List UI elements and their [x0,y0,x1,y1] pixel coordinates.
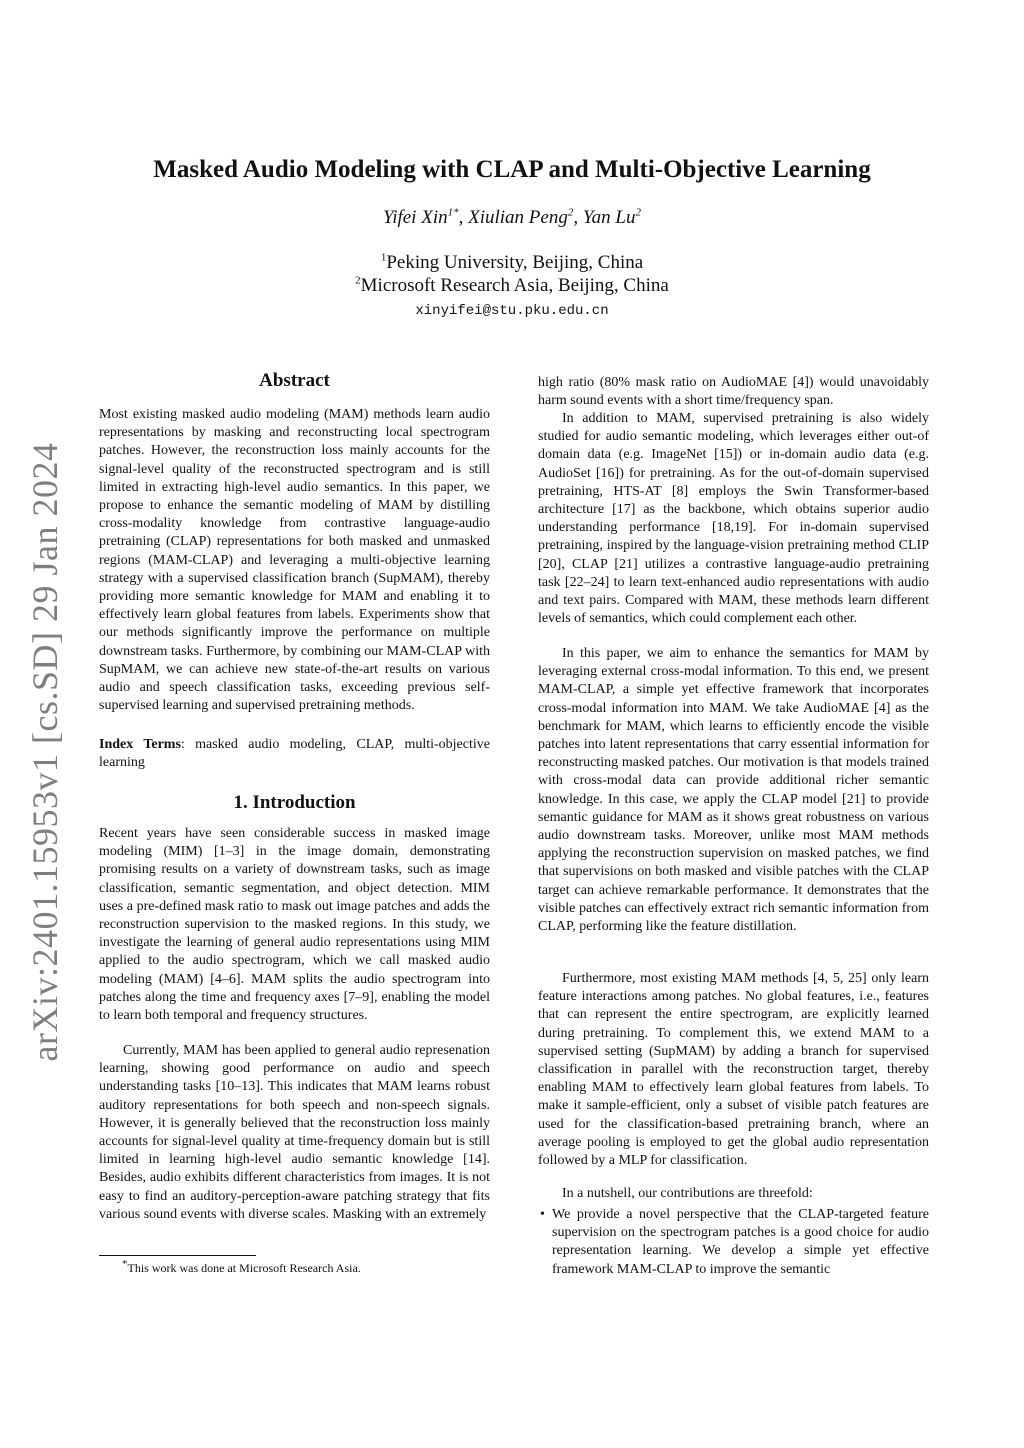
introduction-heading: 1. Introduction [233,792,356,813]
index-terms-text: : masked audio modeling, CLAP, multi-objective learning [99,737,490,771]
abstract-heading: Abstract [259,370,330,391]
affiliation-text: Peking University, Beijing, China [386,252,644,273]
author-affiliation-mark: 1* [447,206,459,219]
intro-paragraph-6: Furthermore, most existing MAM methods [4, 5, 25] only learn feature interactions among patches. No global features, i.e., features that can represent the entire spectrogram, are explicitly learned during pretraining. To complement this, we extend MAM to a supervised setting (SupMAM) by adding a branch for supervised classification in parallel with the reconstruction target, thereby enabling MAM to effectively learn global features from labels. To make it sample-efficient, only a subset of visible patch features are used for the classification-based pretraining branch, where an average pooling is employed to get the global audio representation followed by a MLP for classification. [538,971,929,1169]
bullet-icon: • [540,1207,545,1222]
affiliation-mark: 1 [380,251,387,264]
intro-paragraph-5: In this paper, we aim to enhance the semantics for MAM by leveraging external cross-modal information. To this end, we present MAM-CLAP, a simple yet effective framework that incorporates cross-modal information into MAM. We take AudioMAE [4] as the benchmark for MAM, which learns to efficiently encode the visible patches into latent representations that carry essential information for reconstructing masked patches. Our motivation is that models trained with cross-modal data can provide additional richer semantic knowledge. In this case, we apply the CLAP model [21] to provide semantic guidance for MAM as it shows great robustness on various audio downstream tasks. Moreover, unlike most MAM methods applying the reconstruction supervision on masked patches, we find that supervisions on both masked and visible patches with the CLAP target can achieve remarkable performance. It demonstrates that the visible patches can effectively extract rich semantic information from CLAP, performing like the feature distillation. [538,646,929,935]
author-affiliation-mark: 2 [635,206,641,219]
intro-paragraph-3: high ratio (80% mask ratio on AudioMAE [4]) would unavoidably harm sound events with a short time/frequency span. [538,375,929,409]
contribution-text: We provide a novel perspective that the CLAP-targeted feature supervision on the spectrogram patches is a good choice for audio representation learning. We develop a simple yet effective framework MAM-CLAP to improve the semantic [552,1207,929,1277]
affiliation-mark: 2 [355,274,361,287]
abstract-body: Most existing masked audio modeling (MAM) methods learn audio representations by masking and reconstructing local spectrogram patches. However, the reconstruction loss mainly accounts for the signal-level quality of the reconstructed spectrogram and is still limited in extracting high-level audio semantics. In this paper, we propose to enhance the semantic modeling of MAM by distilling cross-modality knowledge from contrastive language-audio pretraining (CLAP) representations for both masked and unmasked regions (MAM-CLAP) and leveraging a multi-objective learning strategy with a supervised classification branch (SupMAM), thereby providing more semantic knowledge for MAM and enabling it to effectively learn global features from labels. Experiments show that our methods significantly improve the performance on multiple downstream tasks. Furthermore, by combining our MAM-CLAP with SupMAM, we can achieve new state-of-the-art results on various audio and speech classification tasks, exceeding previous self-supervised learning and supervised pretraining methods. [99,407,490,714]
author-name: Xiulian Peng [468,207,568,228]
arxiv-sidebar [10,442,80,1062]
index-terms-label: Index Terms [99,737,181,752]
intro-paragraph-7: In a nutshell, our contributions are threefold: [562,1186,813,1201]
index-terms [99,736,490,772]
paper-title: Masked Audio Modeling with CLAP and Multi-Objective Learning [153,156,871,183]
affiliation-text: Microsoft Research Asia, Beijing, China [360,275,669,296]
footnote-text: This work was done at Microsoft Research Asia. [127,1261,361,1275]
footnote-divider [99,1255,256,1256]
author-name: Yifei Xin [383,207,448,228]
author-name: Yan Lu [582,207,636,228]
arxiv-identifier: arXiv:2401.15953v1 [cs.SD] 29 Jan 2024 [25,442,65,1062]
footnote-mark: * [122,1258,128,1270]
intro-paragraph-4: In addition to MAM, supervised pretraining is also widely studied for audio semantic modeling, which leverages either out-of domain data (e.g. ImageNet [15]) or in-domain audio data (e.g. AudioSet [16]) for pretraining. As for the out-of-domain supervised pretraining, HTS-AT [8] employs the Swin Transformer-based architecture [17] as the backbone, which obtains superior audio understanding performance [18,19]. For in-domain supervised pretraining, inspired by the language-vision pretraining method CLIP [20], CLAP [21] utilizes a contrastive language-audio pretraining task [22–24] to learn text-enhanced audio representations with audio and text pairs. Compared with MAM, these methods learn different levels of semantics, which could complement each other. [538,411,929,627]
affiliation-1 [0,252,1024,274]
intro-paragraph-2: Currently, MAM has been applied to general audio represenation learning, showing good performance on audio and speech understanding tasks [10–13]. This indicates that MAM learns robust auditory representations for both speech and non-speech signals. However, it is generally believed that the reconstruction loss mainly accounts for signal-level quality at time-frequency domain but is still limited in learning high-level audio semantic knowledge [14]. Besides, audio exhibits different characteristics from images. It is not easy to find an auditory-perception-aware patching strategy that fits various sound events with diverse scales. Masking with an extremely [99,1043,490,1222]
author-email: xinyifei@stu.pku.edu.cn [415,303,609,319]
intro-paragraph-1: Recent years have seen considerable success in masked image modeling (MIM) [1–3] in the image domain, demonstrating promising results on a variety of downstream tasks, such as image classification, semantic segmentation, and object detection. MIM uses a pre-defined mask ratio to mask out image patches and adds the reconstruction supervision to the masked regions. In this study, we investigate the learning of general audio representations using MIM applied to the audio spectrogram, which we call masked audio modeling (MAM) [4–6]. MAM splits the audio spectrogram into patches along the time and frequency axes [7–9], enabling the model to learn both temporal and frequency structures. [99,826,490,1024]
author-list: Yifei Xin$^{1*}$, Xiulian Peng$^2$, Yan Lu$^2$ [383,206,641,228]
contribution-list-item [538,1206,929,1279]
author-affiliation-mark: 2 [567,206,574,219]
footnote [122,1258,361,1276]
affiliation-2 [0,275,1024,297]
